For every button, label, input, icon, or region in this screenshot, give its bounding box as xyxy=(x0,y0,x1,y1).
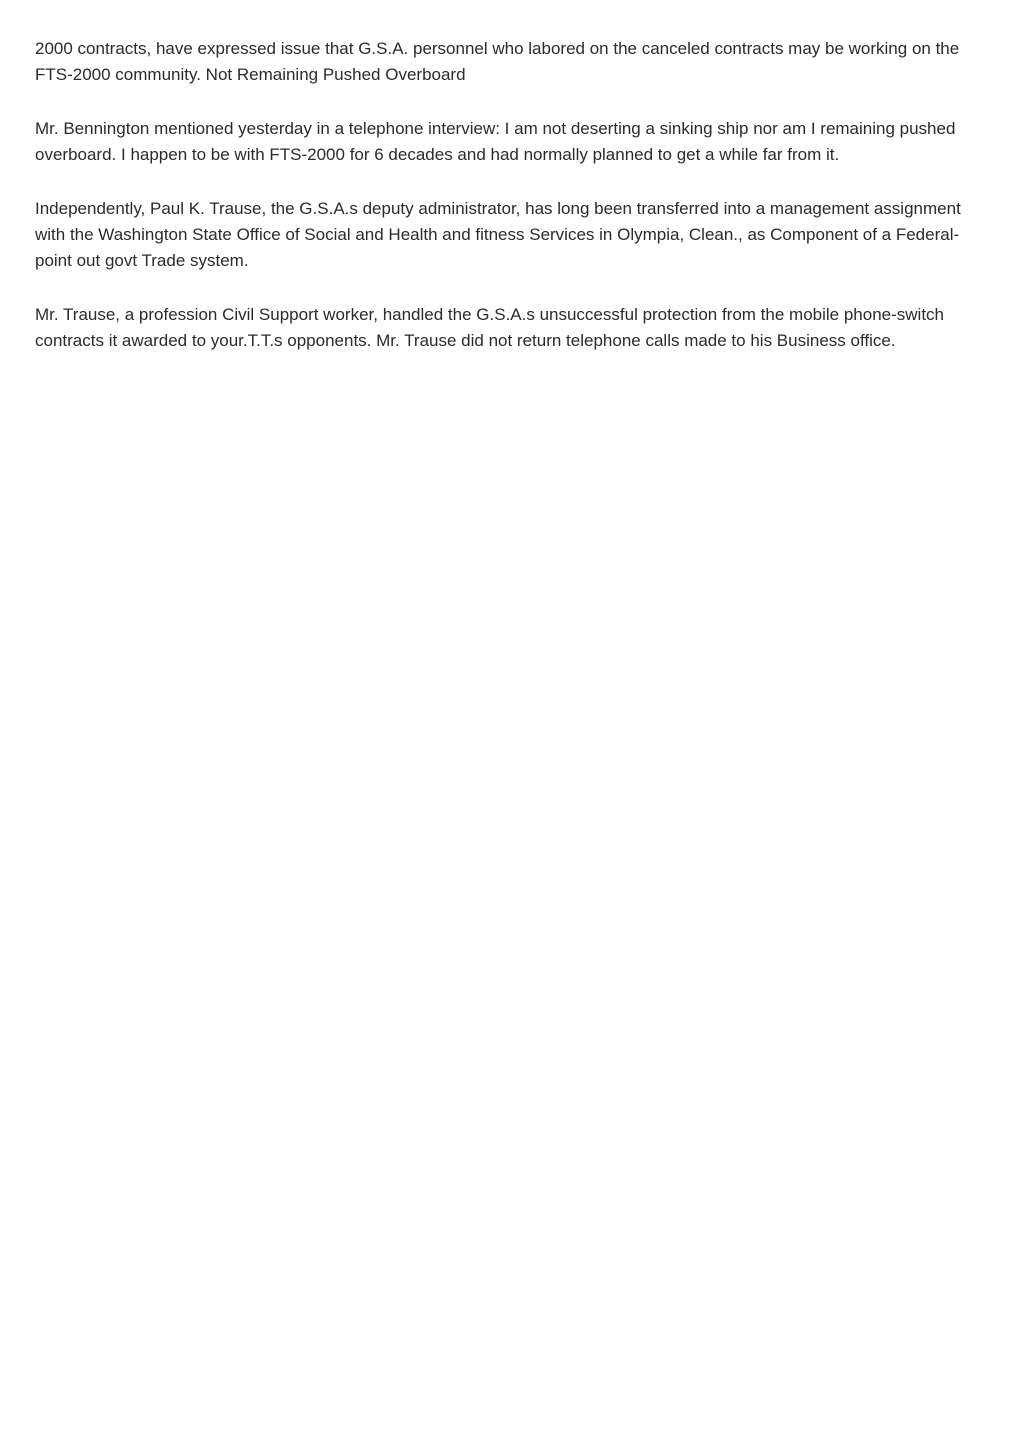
article-paragraph: Mr. Bennington mentioned yesterday in a telephone interview: I am not deserting a sinking ship nor am I remaining pushed overboard. I happen to be with FTS-2000 for 6 decades and had normally planned to get a while far from it. xyxy=(35,119,956,164)
article-paragraph: Mr. Trause, a profession Civil Support worker, handled the G.S.A.s unsuccessful protection from the mobile phone-switch contracts it awarded to your.T.T.s opponents. Mr. Trause did not return telephone calls made to his Business office. xyxy=(35,305,944,350)
article-paragraph: Independently, Paul K. Trause, the G.S.A.s deputy administrator, has long been transferred into a management assignment with the Washington State Office of Social and Health and fitness Services in Olympia, Clean., as Component of a Federal-point out govt Trade system. xyxy=(35,199,961,270)
article-paragraph: 2000 contracts, have expressed issue that G.S.A. personnel who labored on the canceled contracts may be working on the FTS-2000 community. Not Remaining Pushed Overboard xyxy=(35,39,960,84)
article-body xyxy=(35,36,988,382)
